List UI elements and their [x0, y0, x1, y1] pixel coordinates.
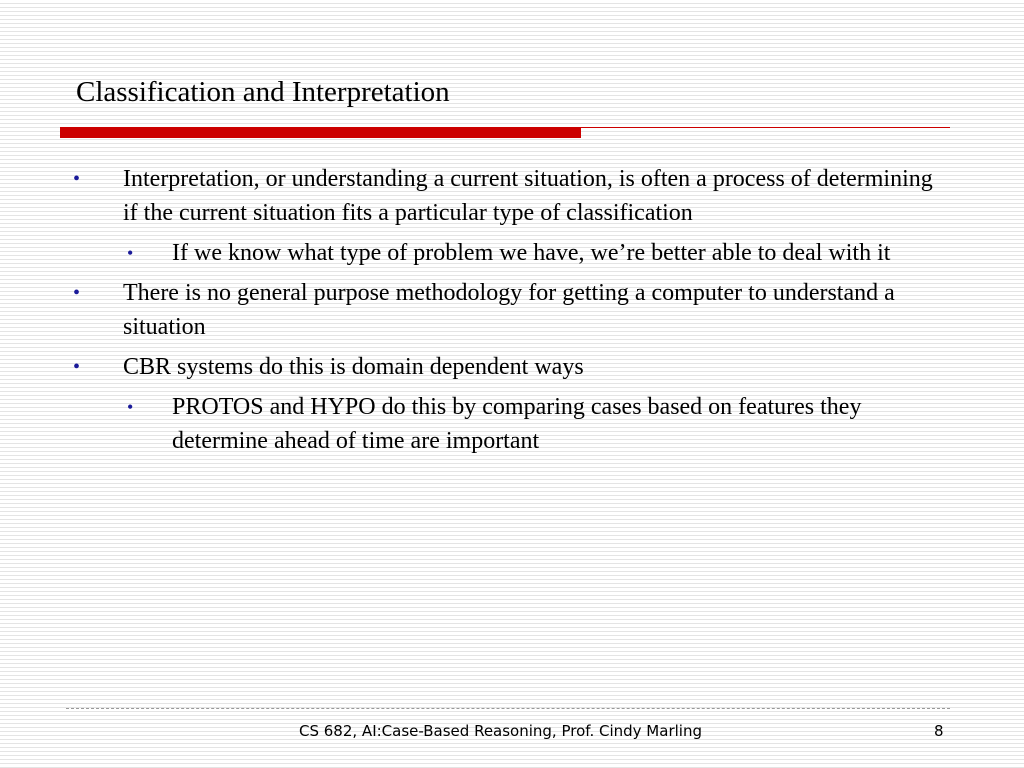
- footer-divider: [66, 708, 950, 709]
- bullet-text: If we know what type of problem we have, we’re better able to deal with it: [172, 240, 891, 266]
- bullet-marker: •: [73, 282, 81, 304]
- sub-bullet-item: [127, 390, 952, 458]
- bullet-marker: •: [127, 397, 134, 417]
- bullet-item: [73, 162, 953, 230]
- bullet-item: [73, 350, 953, 384]
- bullet-text: CBR systems do this is domain dependent ways: [123, 354, 584, 380]
- bullet-item: [73, 276, 953, 344]
- bullet-text: There is no general purpose methodology for getting a computer to understand a situation: [123, 280, 895, 340]
- bullet-marker: •: [73, 356, 81, 378]
- bullet-marker: •: [127, 243, 134, 263]
- page-number: 8: [934, 722, 944, 740]
- slide-title: Classification and Interpretation: [76, 76, 450, 108]
- bullet-text: Interpretation, or understanding a current situation, is often a process of determining if the current situation fits a particular type of classification: [123, 166, 933, 226]
- title-underline-thick: [60, 127, 581, 138]
- bullet-list: [0, 162, 1024, 464]
- sub-bullet-item: [127, 236, 952, 270]
- footer-text: CS 682, AI:Case-Based Reasoning, Prof. Cindy Marling: [299, 722, 702, 740]
- bullet-marker: •: [73, 168, 81, 190]
- bullet-text: PROTOS and HYPO do this by comparing cases based on features they determine ahead of time are important: [172, 394, 862, 454]
